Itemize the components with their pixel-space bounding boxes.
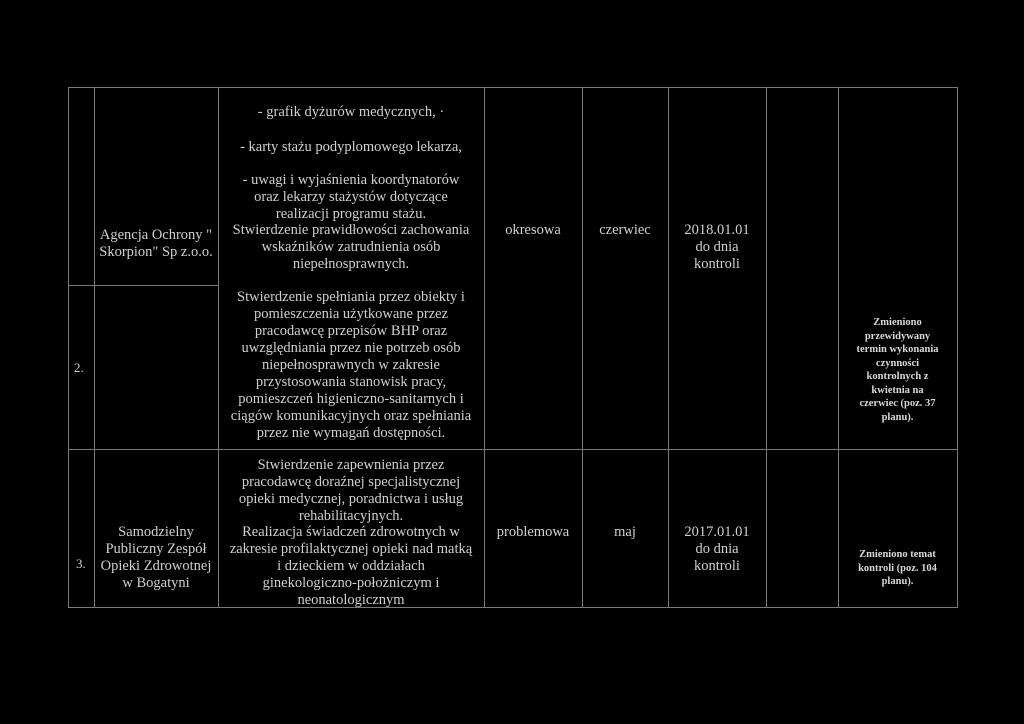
row3-entity: Samodzielny Publiczny Zespół Opieki Zdrowotnej w Bogatyni <box>100 524 212 591</box>
row3-note: Zmieniono temat kontroli (poz. 104 planu). <box>858 549 937 587</box>
table-bottom-border <box>68 607 958 608</box>
row2-scope-item-2: Stwierdzenie zapewnienia przez pracodawcę doraźnej specjalistycznej opieki medycznej, poradnictwa i usług rehabilitacyjnych. <box>238 457 464 524</box>
row1-scope-item-3: - uwagi i wyjaśnienia koordynatorów oraz lekarzy stażystów dotyczące realizacji programu stażu. <box>242 172 460 222</box>
row2-note: Zmieniono przewidywany termin wykonania czynności kontrolnych z kwietnia na czerwiec (poz. 37 planu). <box>856 317 939 423</box>
row3-month: maj <box>614 524 636 540</box>
row1-scope-item-1: - grafik dyżurów medycznych, · <box>257 104 445 120</box>
row1-type: okresowa <box>505 222 561 238</box>
row1-month: czerwiec <box>599 222 651 238</box>
row2-number: 2. <box>74 360 84 375</box>
row1-entity: Agencja Ochrony " Skorpion" Sp z.o.o. <box>99 227 213 260</box>
table-left-border <box>68 87 69 607</box>
row2-scope-item-1: Stwierdzenie spełniania przez obiekty i pomieszczenia użytkowane przez pracodawcę przepisów BHP oraz uwzględniania przez nie potrzeb osób niepełnosprawnych w zakresie przystosowania stanowisk pracy, pomieszczeń higieniczno-sanitarnych i ciągów komunikacyjnych oraz spełniania przez nie wymagań dostępności. <box>230 289 472 441</box>
col-divider-period <box>766 87 767 607</box>
table-right-border <box>957 87 958 607</box>
row3-type: problemowa <box>496 524 570 540</box>
row-divider-2-3 <box>68 449 958 450</box>
table-top-border <box>68 87 958 88</box>
row1-period: 2018.01.01 do dnia kontroli <box>684 222 750 272</box>
row-divider-1-2-left <box>68 285 218 286</box>
row1-scope-item-2: - karty stażu podyplomowego lekarza, <box>240 139 462 155</box>
row3-number: 3. <box>76 556 86 571</box>
row1-scope-item-4: Stwierdzenie prawidłowości zachowania wskaźników zatrudnienia osób niepełnosprawnych. <box>232 222 470 272</box>
row3-scope-item-1: Realizacja świadczeń zdrowotnych w zakresie profilaktycznej opieki nad matką i dzieckiem w oddziałach ginekologiczno-położniczym i neonatologicznym <box>229 524 473 608</box>
row3-period: 2017.01.01 do dnia kontroli <box>684 524 750 574</box>
